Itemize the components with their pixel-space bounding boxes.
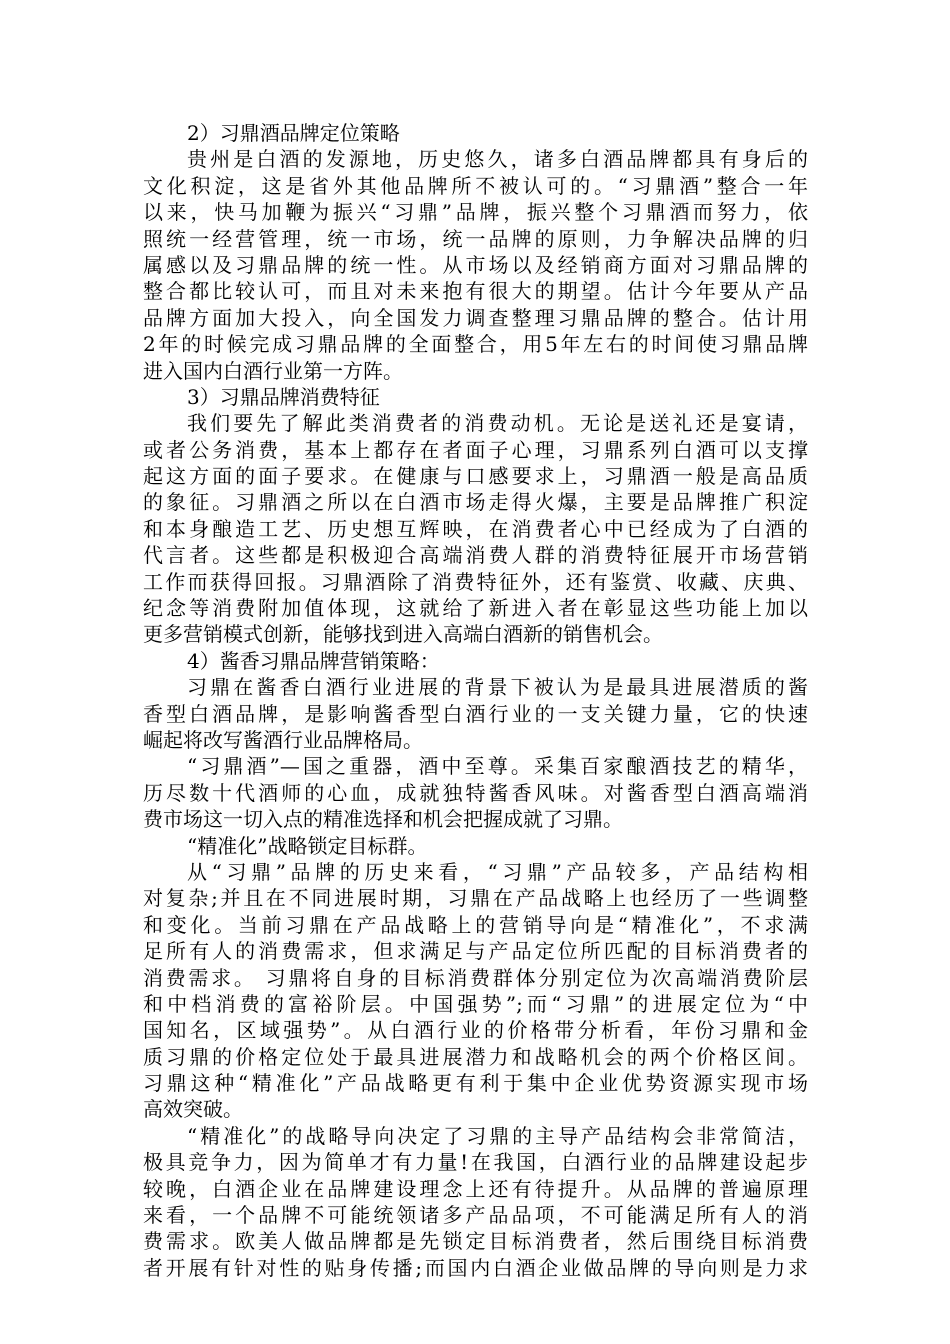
- text-line: 历尽数十代酒师的心血，成就独特酱香风味。对酱香型白酒高端消: [143, 780, 808, 805]
- text-line: 起这方面的面子要求。在健康与口感要求上，习鼎酒一般是高品质: [143, 464, 808, 489]
- text-line: 高效突破。: [143, 1097, 243, 1122]
- text-line: 以来，快马加鞭为振兴“习鼎”品牌，振兴整个习鼎酒而努力，依: [143, 200, 808, 225]
- text-line: “精准化”的战略导向决定了习鼎的主导产品结构会非常简洁，: [187, 1123, 808, 1148]
- text-line: 3）习鼎品牌消费特征: [187, 384, 380, 409]
- text-line: 工作而获得回报。习鼎酒除了消费特征外，还有鉴赏、收藏、庆典、: [143, 569, 808, 594]
- text-line: 进入国内白酒行业第一方阵。: [143, 358, 403, 383]
- text-line: 纪念等消费附加值体现，这就给了新进入者在彰显这些功能上加以: [143, 596, 808, 621]
- text-line: 者开展有针对性的贴身传播;而国内白酒企业做品牌的导向则是力求: [143, 1255, 808, 1280]
- text-line: 国知名，区域强势”。从白酒行业的价格带分析看，年份习鼎和金: [143, 1018, 808, 1043]
- document-body: [143, 120, 808, 1281]
- text-line: 费市场这一切入点的精准选择和机会把握成就了习鼎。: [143, 807, 623, 832]
- text-line: 的象征。习鼎酒之所以在白酒市场走得火爆，主要是品牌推广积淀: [143, 490, 808, 515]
- text-line: 崛起将改写酱酒行业品牌格局。: [143, 727, 423, 752]
- text-line: 2年的时候完成习鼎品牌的全面整合，用5年左右的时间使习鼎品牌: [143, 332, 808, 357]
- text-line: 2）习鼎酒品牌定位策略: [187, 121, 400, 145]
- text-line: 4）酱香习鼎品牌营销策略：: [187, 648, 440, 673]
- text-line: 香型白酒品牌，是影响酱香型白酒行业的一支关键力量，它的快速: [143, 701, 808, 726]
- text-line: 照统一经营管理，统一市场，统一品牌的原则，力争解决品牌的归: [143, 226, 808, 251]
- text-line: 和变化。当前习鼎在产品战略上的营销导向是“精准化”，不求满: [143, 912, 808, 937]
- text-line: 习鼎这种“精准化”产品战略更有利于集中企业优势资源实现市场: [143, 1071, 808, 1096]
- text-line: 品牌方面加大投入，向全国发力调查整理习鼎品牌的整合。估计用: [143, 305, 808, 330]
- text-line: 和中档消费的富裕阶层。中国强势”;而“习鼎”的进展定位为“中: [143, 991, 808, 1016]
- text-line: 文化积淀，这是省外其他品牌所不被认可的。“习鼎酒”整合一年: [143, 173, 808, 198]
- text-line: 对复杂;并且在不同进展时期，习鼎在产品战略上也经历了一些调整: [143, 886, 808, 911]
- text-line: 更多营销模式创新，能够找到进入高端白酒新的销售机会。: [143, 622, 663, 647]
- text-line: 质习鼎的价格定位处于最具进展潜力和战略机会的两个价格区间。: [143, 1044, 808, 1069]
- text-line: 或者公务消费，基本上都存在者面子心理，习鼎系列白酒可以支撑: [143, 437, 808, 462]
- text-line: 代言者。这些都是积极迎合高端消费人群的消费特征展开市场营销: [143, 543, 808, 568]
- text-line: 极具竞争力，因为简单才有力量!在我国，白酒行业的品牌建设起步: [143, 1150, 808, 1175]
- text-line: 消费需求。 习鼎将自身的目标消费群体分别定位为次高端消费阶层: [143, 965, 808, 990]
- text-line: 整合都比较认可，而且对未来抱有很大的期望。估计今年要从产品: [143, 279, 808, 304]
- text-line: 费需求。欧美人做品牌都是先锁定目标消费者，然后围绕目标消费: [143, 1229, 808, 1254]
- text-line: 来看，一个品牌不可能统领诸多产品品项，不可能满足所有人的消: [143, 1203, 808, 1228]
- text-line: 我们要先了解此类消费者的消费动机。无论是送礼还是宴请，: [187, 411, 808, 436]
- text-line: 属感以及习鼎品牌的统一性。从市场以及经销商方面对习鼎品牌的: [143, 252, 808, 277]
- text-line: 较晚，白酒企业在品牌建设理念上还有待提升。从品牌的普遍原理: [143, 1176, 808, 1201]
- text-line: “精准化”战略锁定目标群。: [187, 833, 428, 858]
- text-line: 从“习鼎”品牌的历史来看，“习鼎”产品较多，产品结构相: [187, 859, 808, 884]
- text-line: 贵州是白酒的发源地，历史悠久，诸多白酒品牌都具有身后的: [187, 147, 808, 172]
- text-line: 足所有人的消费需求，但求满足与产品定位所匹配的目标消费者的: [143, 939, 808, 964]
- text-line: “习鼎酒”—国之重器，酒中至尊。采集百家酿酒技艺的精华，: [187, 754, 808, 779]
- text-line: 习鼎在酱香白酒行业进展的背景下被认为是最具进展潜质的酱: [187, 675, 808, 700]
- text-line: 和本身酿造工艺、历史想互辉映，在消费者心中已经成为了白酒的: [143, 516, 808, 541]
